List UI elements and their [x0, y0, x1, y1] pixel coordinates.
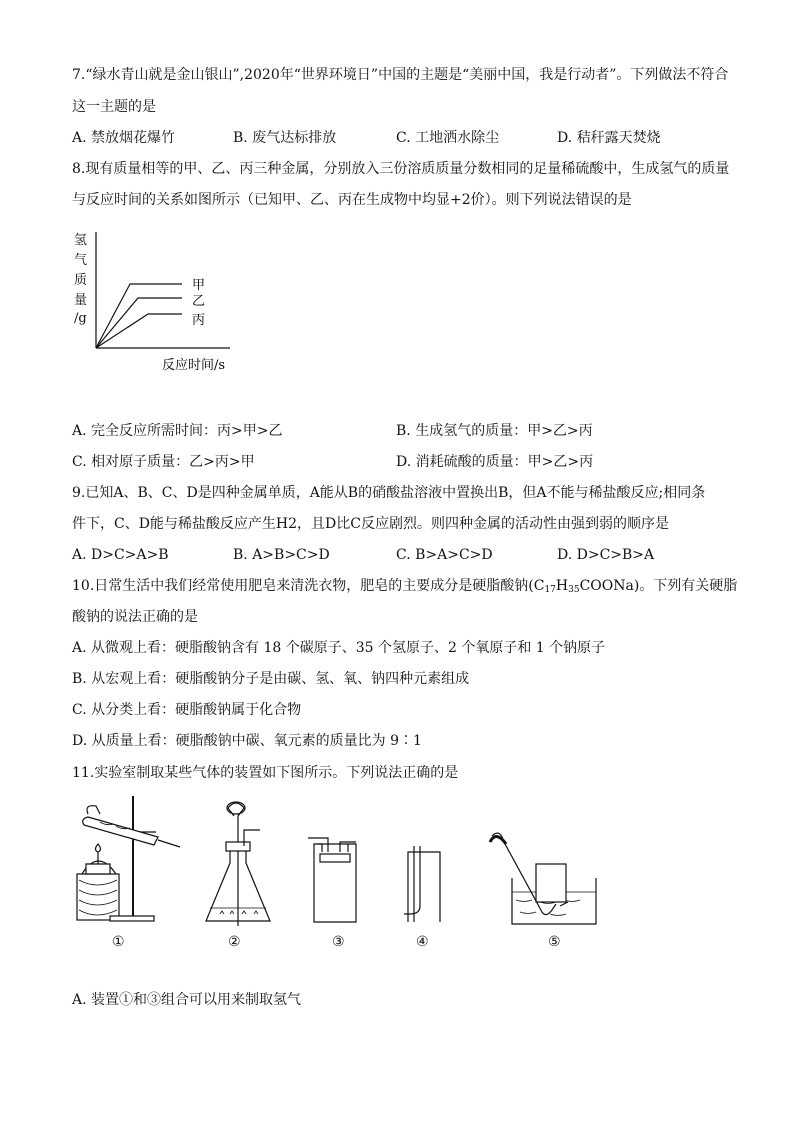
q7-stem-line2: 这一主题的是	[72, 99, 156, 115]
y-label-char: 气	[74, 253, 88, 268]
series-jia-line	[96, 284, 182, 348]
y-label-char: 氢	[74, 233, 88, 248]
q7-option-b: B. 废气达标排放	[233, 130, 337, 146]
q10-stem-line1	[72, 576, 737, 600]
q11-apparatus-figure	[60, 790, 620, 960]
q10-option-a: A. 从微观上看：硬脂酸钠含有 18 个碳原子、35 个氢原子、2 个氧原子和 1 个钠原子	[72, 640, 606, 656]
q10-formula-h: H	[555, 578, 569, 594]
q8-stem-line1: 8.现有质量相等的甲、乙、丙三种金属，分别放入三份溶质质量分数相同的足量稀硫酸中，生成氢气的质量	[72, 161, 730, 177]
q7-option-a: A. 禁放烟花爆竹	[72, 130, 176, 146]
q9-stem-line2: 件下，C、D能与稀盐酸反应产生H2，且D比C反应剧烈。则四种金属的活动性由强到弱的顺序是	[72, 516, 669, 532]
q10-option-d: D. 从质量上看：硬脂酸钠中碳、氧元素的质量比为 9∶1	[72, 733, 422, 749]
q8-option-a: A. 完全反应所需时间：丙>甲>乙	[72, 423, 283, 439]
series-label-yi: 乙	[192, 294, 206, 309]
q9-option-c: C. B>A>C>D	[396, 547, 493, 563]
y-label-char: 质	[74, 273, 88, 288]
y-label-char: /g	[74, 311, 87, 326]
q8-option-b: B. 生成氢气的质量：甲>乙>丙	[396, 423, 593, 439]
y-label-char: 量	[74, 293, 88, 308]
q7-stem-line1: 7.“绿水青山就是金山银山”,2020年“世界环境日”中国的主题是“美丽中国，我是行动者”。下列做法不符合	[72, 67, 729, 83]
q9-option-b: B. A>B>C>D	[233, 547, 330, 563]
x-axis-label: 反应时间/s	[162, 358, 226, 373]
q8-stem-line2: 与反应时间的关系如图所示（已知甲、乙、丙在生成物中均显+2价）。则下列说法错误的是	[72, 192, 632, 208]
q8-hydrogen-graph	[60, 228, 260, 378]
q9-option-d: D. D>C>B>A	[557, 547, 655, 563]
q10-stem-line2: 酸钠的说法正确的是	[72, 609, 198, 625]
q7-option-d: D. 秸秆露天焚烧	[557, 130, 661, 146]
apparatus-label-2: ②	[228, 934, 241, 950]
q10-stem-text-a: 10.日常生活中我们经常使用肥皂来清洗衣物，肥皂的主要成分是硬脂酸钠(C	[72, 578, 545, 594]
series-label-jia: 甲	[192, 278, 206, 293]
apparatus-5-water-trough	[490, 833, 596, 924]
q10-option-b: B. 从宏观上看：硬脂酸钠分子是由碳、氢、氧、钠四种元素组成	[72, 671, 470, 687]
q11-stem: 11.实验室制取某些气体的装置如下图所示。下列说法正确的是	[72, 765, 459, 781]
q7-option-c: C. 工地洒水除尘	[396, 130, 500, 146]
q9-stem-line1: 9.已知A、B、C、D是四种金属单质，A能从B的硝酸盐溶液中置换出B，但A不能与稀盐酸反应;相同条	[72, 485, 706, 501]
apparatus-label-1: ①	[112, 934, 125, 950]
apparatus-3-gas-bottle	[308, 838, 356, 922]
series-label-bing: 丙	[192, 313, 206, 328]
apparatus-label-4: ④	[416, 934, 429, 950]
apparatus-4-inverted-bottle	[404, 846, 440, 922]
apparatus-2-flask-funnel	[206, 802, 270, 926]
q10-formula-sub2: 35	[568, 585, 580, 595]
q9-option-a: A. D>C>A>B	[72, 547, 169, 563]
q8-option-d: D. 消耗硫酸的质量：甲>乙>丙	[396, 454, 594, 470]
q11-option-a: A. 装置①和③组合可以用来制取氢气	[72, 992, 302, 1008]
apparatus-label-3: ③	[332, 934, 345, 950]
apparatus-1-heating-tube	[77, 796, 180, 921]
series-bing-line	[96, 314, 182, 348]
y-axis-label	[74, 233, 87, 326]
q10-formula-sub1: 17	[544, 585, 556, 595]
apparatus-label-5: ⑤	[548, 934, 561, 950]
q10-option-c: C. 从分类上看：硬脂酸钠属于化合物	[72, 702, 302, 718]
q10-stem-text-b: COONa)。下列有关硬脂	[579, 578, 738, 594]
q8-option-c: C. 相对原子质量：乙>丙>甲	[72, 454, 255, 470]
